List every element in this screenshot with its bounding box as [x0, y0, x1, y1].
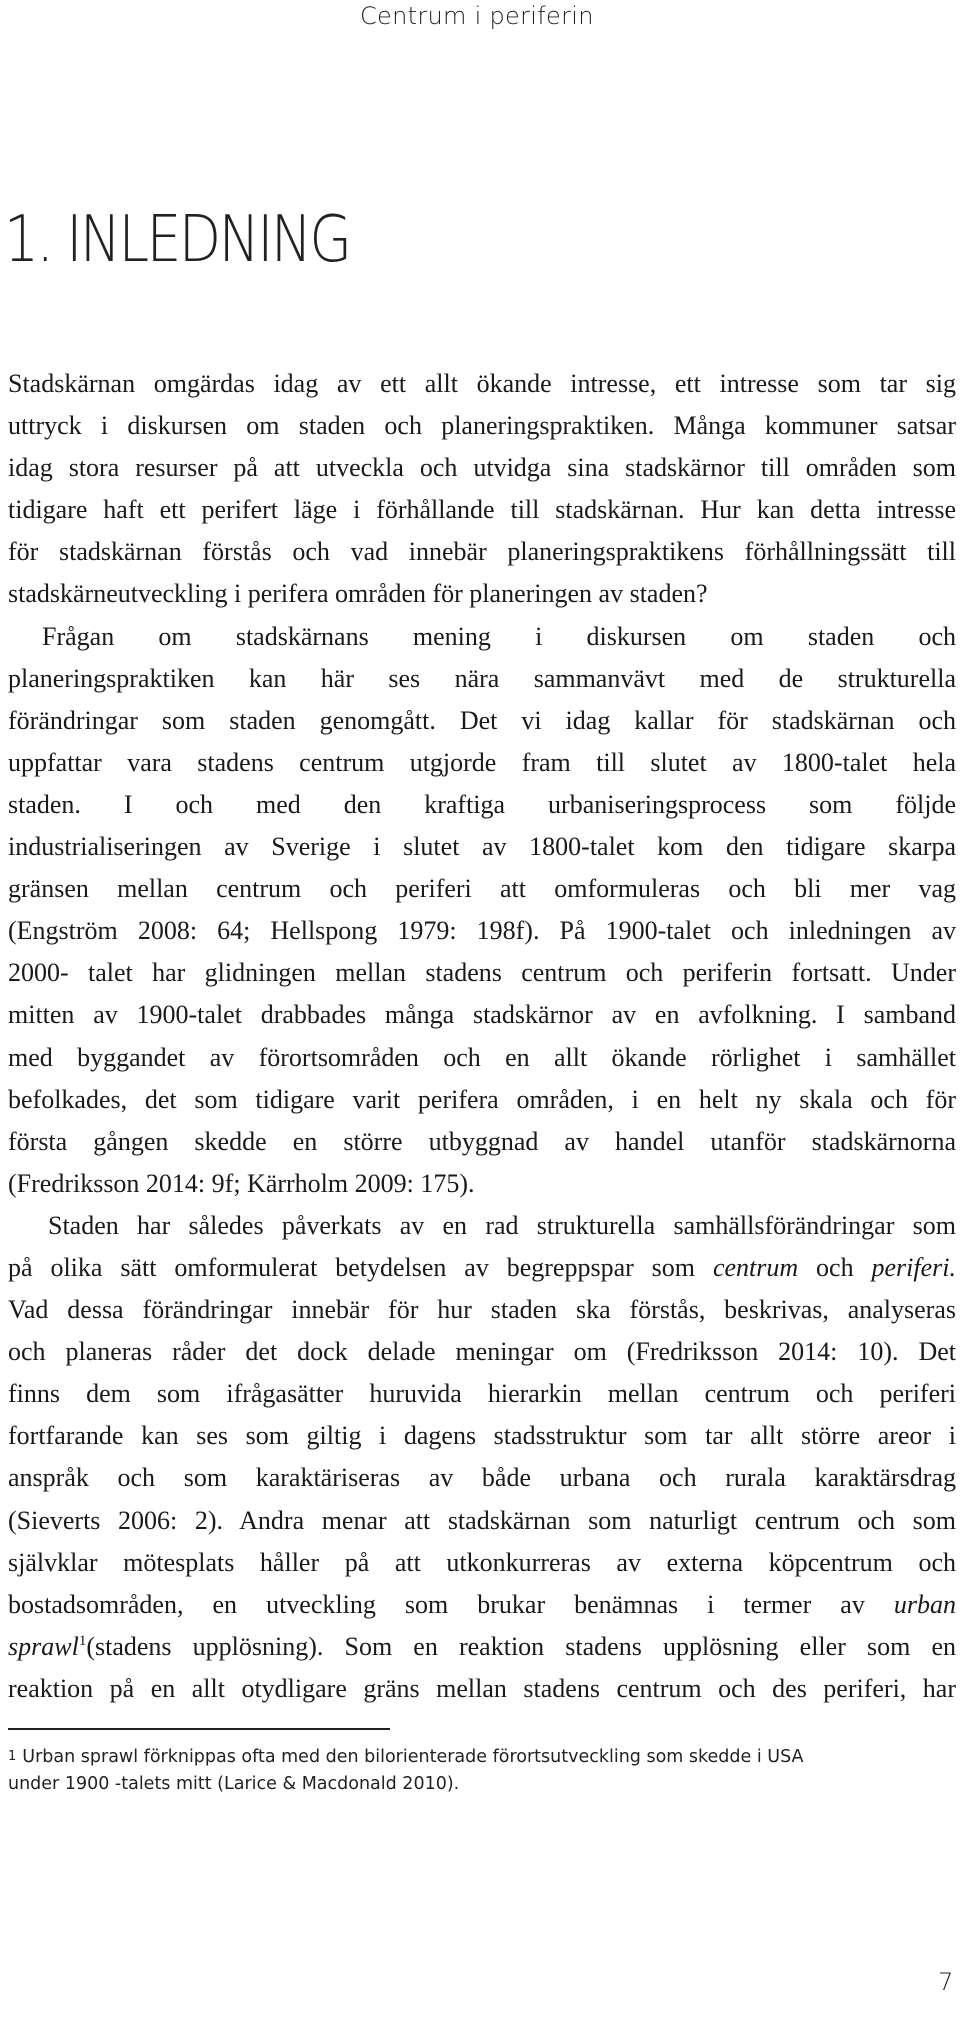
body-line: tidigare haft ett perifert läge i förhållande till stadskärnan. Hur kan detta intresse	[8, 495, 956, 525]
body-line: idag stora resurser på att utveckla och utvidga sina stadskärnor till områden som	[8, 453, 956, 483]
term-urban: urban	[893, 1589, 956, 1619]
term-centrum: centrum	[712, 1252, 799, 1282]
footnote-line	[8, 1743, 958, 1771]
body-line-segment: och	[816, 1252, 854, 1282]
body-line: planeringspraktiken kan här ses nära sammanvävt med de strukturella	[8, 663, 956, 693]
running-header: Centrum i periferin	[360, 2, 594, 30]
body-line: med byggandet av förortsområden och en allt ökande rörlighet i samhället	[8, 1042, 956, 1072]
body-line: befolkades, det som tidigare varit perifera områden, i en helt ny skala och för	[8, 1084, 956, 1114]
body-line	[8, 1247, 956, 1289]
footnote-divider	[8, 1728, 390, 1730]
body-line: industrialiseringen av Sverige i slutet av 1800-talet kom den tidigare skarpa	[8, 832, 956, 862]
body-line: för stadskärnan förstås och vad innebär planeringspraktikens förhållningssätt till	[8, 537, 956, 567]
body-line: uttryck i diskursen om staden och planeringspraktiken. Många kommuner satsar	[8, 411, 956, 441]
body-line: stadskärneutveckling i perifera områden för planeringen av staden?	[8, 579, 708, 609]
body-line: förändringar som staden genomgått. Det vi idag kallar för stadskärnan och	[8, 705, 956, 735]
body-line: reaktion på en allt otydligare gräns mellan stadens centrum och des periferi, har	[8, 1673, 956, 1703]
body-line: fortfarande kan ses som giltig i dagens stadsstruktur som tar allt större areor i	[8, 1421, 956, 1451]
body-text	[8, 363, 956, 1710]
term-periferi: periferi.	[871, 1252, 956, 1282]
body-line: (Sieverts 2006: 2). Andra menar att stadskärnan som naturligt centrum och som	[8, 1505, 956, 1535]
body-line: självklar mötesplats håller på att utkonkurreras av externa köpcentrum och	[8, 1547, 956, 1577]
body-line: (Fredriksson 2014: 9f; Kärrholm 2009: 175).	[8, 1168, 475, 1198]
footnote	[8, 1743, 958, 1798]
footnote-line: under 1900 -talets mitt (Larice & Macdonald 2010).	[8, 1774, 460, 1794]
body-line: staden. I och med den kraftiga urbaniseringsprocess som följde	[8, 789, 956, 819]
body-line: anspråk och som karaktäriseras av både urbana och rurala karaktärsdrag	[8, 1463, 956, 1493]
footnote-text: Urban sprawl förknippas ofta med den bilorienterade förortsutveckling som skedde i USA	[22, 1747, 804, 1767]
body-line: första gången skedde en större utbyggnad av handel utanför stadskärnorna	[8, 1126, 956, 1156]
body-line	[8, 1626, 956, 1668]
page-number: 7	[938, 1968, 954, 1996]
body-line: Frågan om stadskärnans mening i diskursen om staden och	[42, 621, 956, 651]
body-line-segment: bostadsområden, en utveckling som brukar benämnas i termer av	[8, 1589, 865, 1619]
footnote-reference[interactable]: 1	[78, 1632, 87, 1649]
body-line: gränsen mellan centrum och periferi att omformuleras och bli mer vag	[8, 874, 956, 904]
body-line: Staden har således påverkats av en rad strukturella samhällsförändringar som	[48, 1210, 956, 1240]
body-line: Vad dessa förändringar innebär för hur staden ska förstås, beskrivas, analyseras	[8, 1295, 956, 1325]
footnote-marker: 1	[8, 1749, 17, 1764]
body-line-segment: på olika sätt omformulerat betydelsen av begreppspar som	[8, 1252, 696, 1282]
body-line	[8, 1584, 956, 1626]
body-line: mitten av 1900-talet drabbades många stadskärnor av en avfolkning. I samband	[8, 1000, 956, 1030]
body-line: (Engström 2008: 64; Hellspong 1979: 198f). På 1900-talet och inledningen av	[8, 916, 956, 946]
body-line: och planeras råder det dock delade meningar om (Fredriksson 2014: 10). Det	[8, 1337, 956, 1367]
chapter-title: 1. INLEDNING	[4, 203, 350, 277]
body-line: Stadskärnan omgärdas idag av ett allt ökande intresse, ett intresse som tar sig	[8, 369, 956, 398]
term-sprawl: sprawl	[8, 1631, 79, 1661]
body-line: finns dem som ifrågasätter huruvida hierarkin mellan centrum och periferi	[8, 1379, 956, 1409]
body-line-segment: (stadens upplösning). Som en reaktion stadens upplösning eller som en	[86, 1631, 956, 1661]
body-line: 2000- talet har glidningen mellan stadens centrum och periferin fortsatt. Under	[8, 958, 956, 988]
body-line: uppfattar vara stadens centrum utgjorde fram till slutet av 1800-talet hela	[8, 747, 956, 777]
